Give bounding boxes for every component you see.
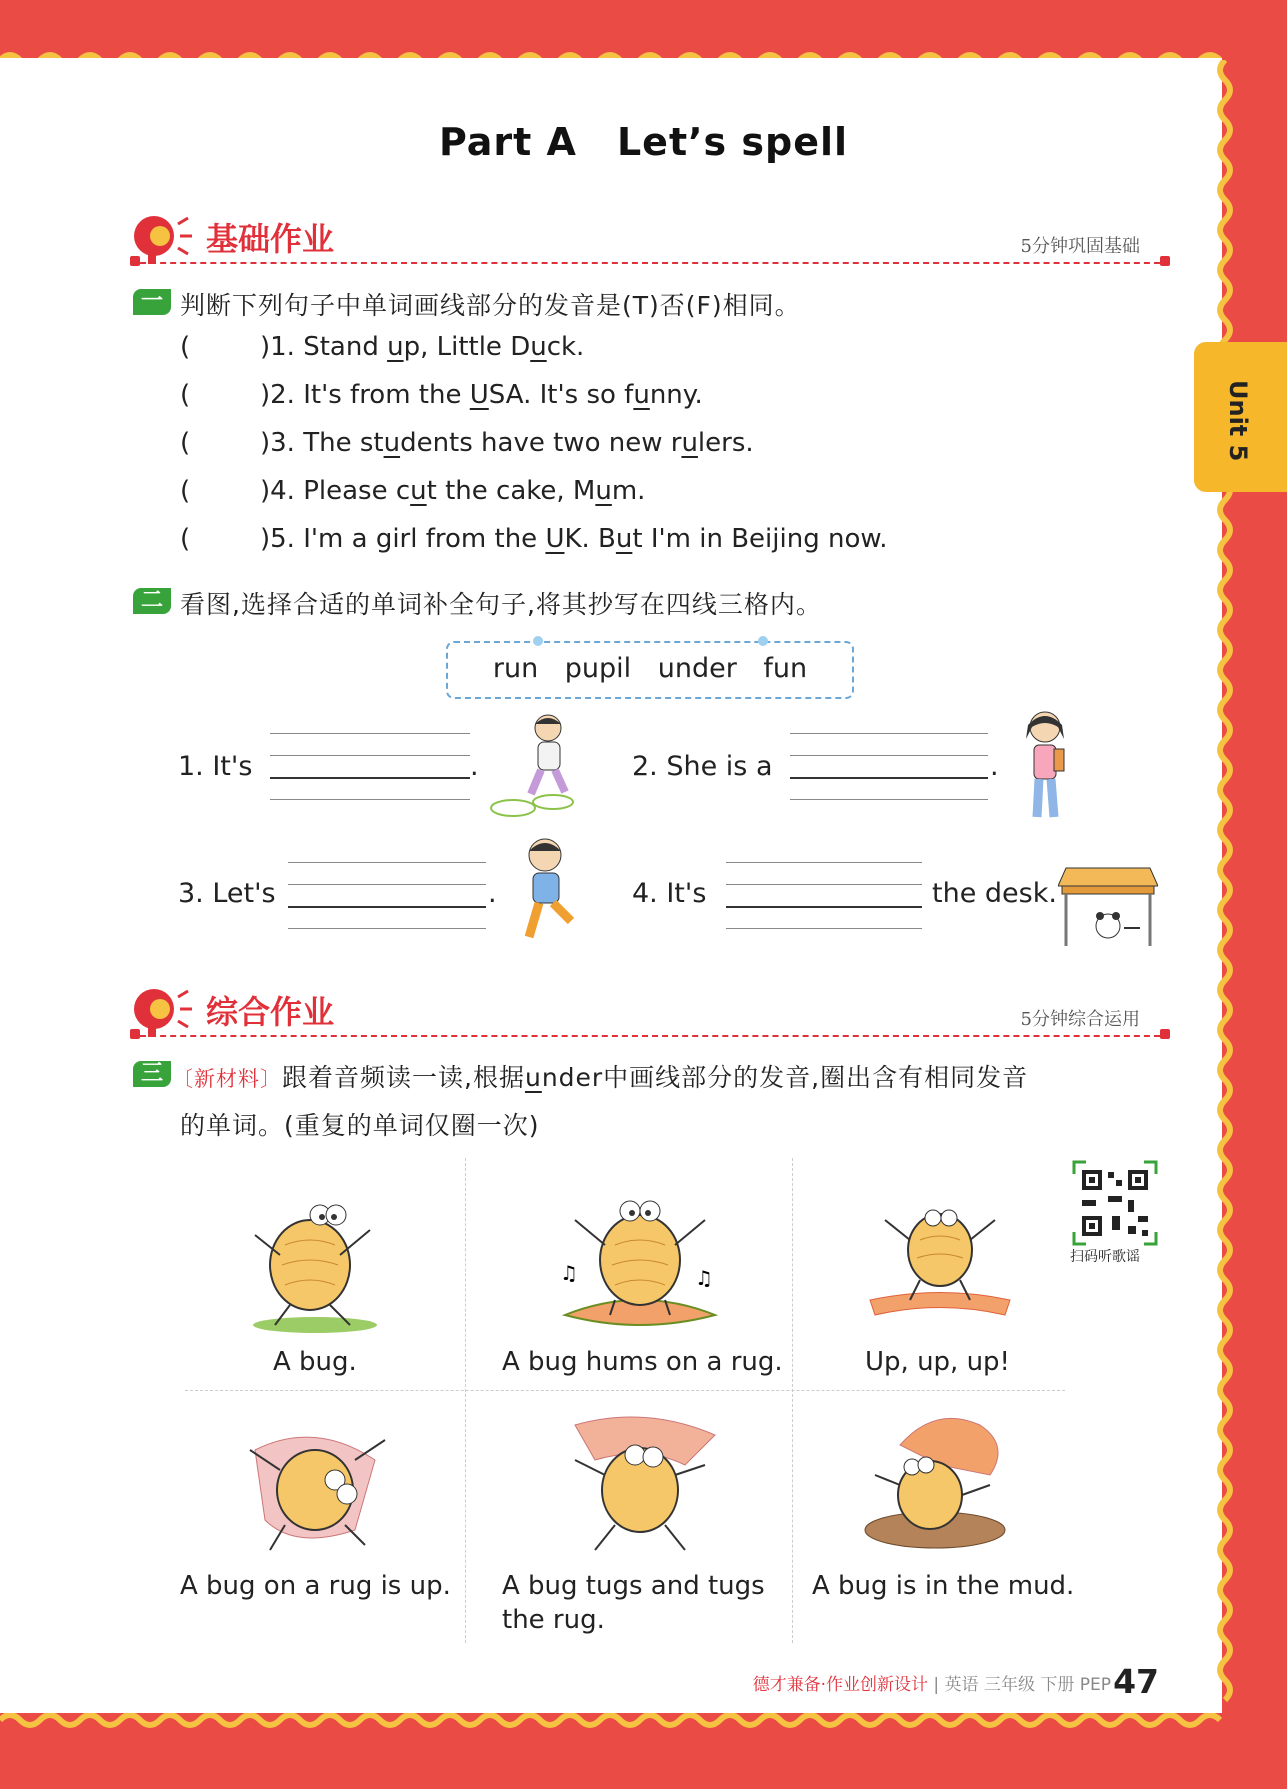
sentence-1-prefix: 1. It's: [178, 751, 253, 782]
svg-text:♫: ♫: [560, 1261, 578, 1285]
q1-instruction: 判断下列句子中单词画线部分的发音是(T)否(F)相同。: [180, 291, 801, 320]
writing-lines-4[interactable]: [726, 862, 922, 928]
section-header-basic: [130, 210, 1170, 280]
sentence-2-prefix: 2. She is a: [632, 751, 773, 782]
unit-tab: Unit 5: [1194, 342, 1287, 492]
caption: Up, up, up!: [865, 1347, 1010, 1377]
caption: A bug on a rug is up.: [180, 1571, 451, 1601]
caption: A bug is in the mud.: [812, 1571, 1075, 1601]
q3-instruction-cont: 的单词。(重复的单词仅圈一次): [180, 1111, 540, 1140]
q1-item: ( )1. Stand up, Little Duck.: [180, 332, 585, 362]
section-hint: 5分钟综合运用: [1020, 1009, 1140, 1030]
bug-illustration-3: [865, 1180, 1015, 1330]
bug-illustration-2: [555, 1175, 725, 1335]
qr-code-icon: [1072, 1160, 1158, 1246]
writing-lines-1[interactable]: [270, 733, 470, 799]
caption: A bug.: [273, 1347, 357, 1377]
writing-lines-2[interactable]: [790, 733, 988, 799]
qr-label: 扫码听歌谣: [1070, 1249, 1140, 1265]
panda-under-desk-illustration: [1058, 848, 1158, 948]
section-label: 基础作业: [206, 220, 335, 258]
q1-item: ( )3. The students have two new rulers.: [180, 428, 754, 458]
girl-pupil-illustration: [1010, 705, 1080, 835]
caption: A bug tugs and tugs: [502, 1571, 765, 1601]
q2-instruction: 看图,选择合适的单词补全句子,将其抄写在四线三格内。: [180, 590, 822, 619]
word-bank: run pupil under fun: [446, 641, 854, 699]
bug-illustration-5: [555, 1405, 725, 1555]
q1-item: ( )2. It's from the USA. It's so funny.: [180, 380, 703, 410]
sentence-4-prefix: 4. It's: [632, 878, 707, 909]
section-header-comprehensive: [130, 983, 1170, 1053]
svg-text:♫: ♫: [695, 1266, 713, 1290]
caption: the rug.: [502, 1605, 605, 1635]
boy-hopscotch-illustration: [483, 712, 583, 822]
bug-illustration-6: [850, 1405, 1020, 1555]
footer: 德才兼备·作业创新设计 | 英语 三年级 下册 PEP: [752, 1675, 1111, 1695]
bug-illustration-1: [240, 1175, 390, 1335]
writing-lines-3[interactable]: [288, 862, 486, 928]
question-badge-2: 二: [133, 588, 171, 614]
question-badge-1: 一: [133, 289, 171, 315]
bug-illustration-4: [235, 1410, 395, 1560]
page-title: Part A Let’s spell: [438, 120, 849, 164]
q1-item: ( )4. Please cut the cake, Mum.: [180, 476, 646, 506]
boy-running-illustration: [505, 833, 585, 953]
frame-wave-right: [1205, 60, 1245, 1710]
caption: A bug hums on a rug.: [502, 1347, 783, 1377]
page-number: 47: [1113, 1662, 1159, 1701]
q3-instruction: 〔新材料〕跟着音频读一读,根据under中画线部分的发音,圈出含有相同发音: [172, 1063, 1029, 1092]
sentence-3-prefix: 3. Let's: [178, 878, 276, 909]
section-hint: 5分钟巩固基础: [1020, 236, 1140, 257]
section-label: 综合作业: [206, 993, 335, 1031]
question-badge-3: 三: [133, 1061, 171, 1087]
q1-item: ( )5. I'm a girl from the UK. But I'm in Beijing now.: [180, 524, 888, 554]
